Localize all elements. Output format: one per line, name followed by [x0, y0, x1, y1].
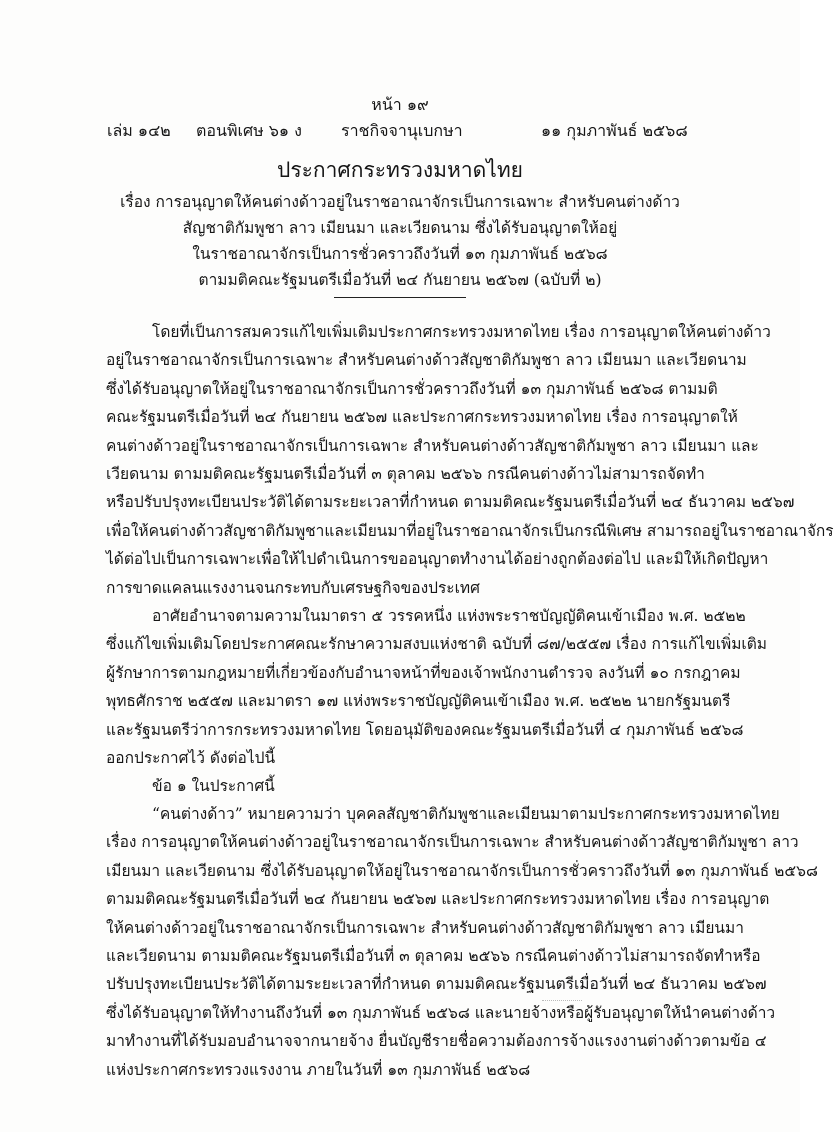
gazette-volume: เล่ม ๑๔๒ [107, 121, 171, 140]
paragraph-line: ได้ต่อไปเป็นการเฉพาะเพื่อให้ไปดำเนินการขออนุญาตทำงานได้อย่างถูกต้องต่อไป และมิให้เกิดปัญหา [106, 550, 769, 569]
paragraph-line: ปรับปรุงทะเบียนประวัติได้ตามระยะเวลาที่กำหนด ตามมติคณะรัฐมนตรีเมื่อวันที่ ๒๔ ธันวาคม ๒๕๖๗ [106, 975, 767, 994]
paragraph-line: การขาดแคลนแรงงานจนกระทบกับเศรษฐกิจของประเทศ [106, 578, 480, 597]
scan-speck [542, 1000, 582, 1003]
subject-line: ในราชอาณาจักรเป็นการชั่วคราวถึงวันที่ ๑๓ กุมภาพันธ์ ๒๕๖๘ [192, 245, 608, 263]
paragraph-line: ซึ่งได้รับอนุญาตให้ทำงานถึงวันที่ ๑๓ กุมภาพันธ์ ๒๕๖๘ และนายจ้างหรือผู้รับอนุญาตให้นำคนต่างด้าว [106, 1003, 776, 1022]
clause-1-definition [106, 800, 818, 1084]
paragraph-line: ให้คนต่างด้าวอยู่ในราชอาณาจักรเป็นการเฉพาะ สำหรับคนต่างด้าวสัญชาติกัมพูชา ลาว เมียนมา [106, 918, 744, 937]
paragraph-line: “คนต่างด้าว” หมายความว่า บุคคลสัญชาติกัมพูชาและเมียนมาตามประกาศกระทรวงมหาดไทย [152, 805, 780, 823]
paragraph-line: เรื่อง การอนุญาตให้คนต่างด้าวอยู่ในราชอาณาจักรเป็นการเฉพาะ สำหรับคนต่างด้าวสัญชาติกัมพูชา ลาว [106, 833, 799, 852]
announcement-title: ประกาศกระทรวงมหาดไทย [277, 158, 523, 182]
title-divider [334, 297, 466, 298]
paragraph-line: เวียดนาม ตามมติคณะรัฐมนตรีเมื่อวันที่ ๓ ตุลาคม ๒๕๖๖ กรณีคนต่างด้าวไม่สามารถจัดทำ [106, 464, 705, 483]
paragraph-line: พุทธศักราช ๒๕๕๗ และมาตรา ๑๗ แห่งพระราชบัญญัติคนเข้าเมือง พ.ศ. ๒๕๒๒ นายกรัฐมนตรี [106, 692, 731, 711]
gazette-name: ราชกิจจานุเบกษา [341, 121, 463, 140]
paragraph-line: เพื่อให้คนต่างด้าวสัญชาติกัมพูชาและเมียนมาที่อยู่ในราชอาณาจักรเป็นกรณีพิเศษ สามารถอยู่ในราชอาณาจักร [106, 521, 834, 540]
gazette-issue: ตอนพิเศษ ๖๑ ง [196, 121, 302, 140]
subject-line: เรื่อง การอนุญาตให้คนต่างด้าวอยู่ในราชอาณาจักรเป็นการเฉพาะ สำหรับคนต่างด้าว [120, 193, 680, 211]
preamble-paragraph [106, 318, 834, 602]
paragraph-line: ออกประกาศไว้ ดังต่อไปนี้ [106, 748, 276, 767]
paragraph-line: ตามมติคณะรัฐมนตรีเมื่อวันที่ ๒๔ กันยายน ๒๕๖๗ และประกาศกระทรวงมหาดไทย เรื่อง การอนุญาต [106, 890, 770, 909]
paragraph-line: คนต่างด้าวอยู่ในราชอาณาจักรเป็นการเฉพาะ สำหรับคนต่างด้าวสัญชาติกัมพูชา ลาว เมียนมา และ [106, 436, 759, 455]
paragraph-line: แห่งประกาศกระทรวงแรงงาน ภายในวันที่ ๑๓ กุมภาพันธ์ ๒๕๖๘ [106, 1060, 531, 1079]
paragraph-line: และรัฐมนตรีว่าการกระทรวงมหาดไทย โดยอนุมัติของคณะรัฐมนตรีเมื่อวันที่ ๔ กุมภาพันธ์ ๒๕๖๘ [106, 720, 744, 739]
subject-line: สัญชาติกัมพูชา ลาว เมียนมา และเวียดนาม ซึ่งได้รับอนุญาตให้อยู่ [182, 219, 618, 237]
paragraph-line: อาศัยอำนาจตามความในมาตรา ๕ วรรคหนึ่ง แห่งพระราชบัญญัติคนเข้าเมือง พ.ศ. ๒๕๒๒ [152, 607, 746, 625]
paragraph-line: คณะรัฐมนตรีเมื่อวันที่ ๒๔ กันยายน ๒๕๖๗ และประกาศกระทรวงมหาดไทย เรื่อง การอนุญาตให้ [106, 408, 738, 427]
authority-paragraph [106, 602, 768, 772]
paragraph-line: โดยที่เป็นการสมควรแก้ไขเพิ่มเติมประกาศกระทรวงมหาดไทย เรื่อง การอนุญาตให้คนต่างด้าว [152, 323, 771, 341]
paragraph-line: หรือปรับปรุงทะเบียนประวัติได้ตามระยะเวลาที่กำหนด ตามมติคณะรัฐมนตรีเมื่อวันที่ ๒๔ ธันวาคม ๒๕๖๗ [106, 493, 795, 512]
page-number: หน้า ๑๙ [371, 95, 429, 114]
paragraph-line: ซึ่งแก้ไขเพิ่มเติมโดยประกาศคณะรักษาความสงบแห่งชาติ ฉบับที่ ๘๗/๒๕๕๗ เรื่อง การแก้ไขเพิ่มเติม [106, 635, 768, 654]
subject-line: ตามมติคณะรัฐมนตรีเมื่อวันที่ ๒๔ กันยายน ๒๕๖๗ (ฉบับที่ ๒) [198, 271, 602, 289]
clause-1-heading [106, 772, 710, 800]
paragraph-line: ซึ่งได้รับอนุญาตให้อยู่ในราชอาณาจักรเป็นการชั่วคราวถึงวันที่ ๑๓ กุมภาพันธ์ ๒๕๖๘ ตามมติ [106, 379, 718, 398]
paragraph-line: อยู่ในราชอาณาจักรเป็นการเฉพาะ สำหรับคนต่างด้าวสัญชาติกัมพูชา ลาว เมียนมา และเวียดนาม [106, 351, 747, 370]
clause-heading: ข้อ ๑ ในประกาศนี้ [152, 777, 275, 795]
paragraph-line: มาทำงานที่ได้รับมอบอำนาจจากนายจ้าง ยื่นบัญชีรายชื่อความต้องการจ้างแรงงานต่างด้าวตามข้อ ๔ [106, 1032, 767, 1051]
paragraph-line: ผู้รักษาการตามกฎหมายที่เกี่ยวข้องกับอำนาจหน้าที่ของเจ้าพนักงานตำรวจ ลงวันที่ ๑๐ กรกฎาคม [106, 663, 741, 682]
paragraph-line: และเวียดนาม ตามมติคณะรัฐมนตรีเมื่อวันที่ ๓ ตุลาคม ๒๕๖๖ กรณีคนต่างด้าวไม่สามารถจัดทำหรือ [106, 946, 761, 965]
paragraph-line: เมียนมา และเวียดนาม ซึ่งได้รับอนุญาตให้อยู่ในราชอาณาจักรเป็นการชั่วคราวถึงวันที่ ๑๓ กุมภาพันธ์ ๒๕๖๘ [106, 861, 818, 880]
gazette-date: ๑๑ กุมภาพันธ์ ๒๕๖๘ [541, 121, 688, 140]
